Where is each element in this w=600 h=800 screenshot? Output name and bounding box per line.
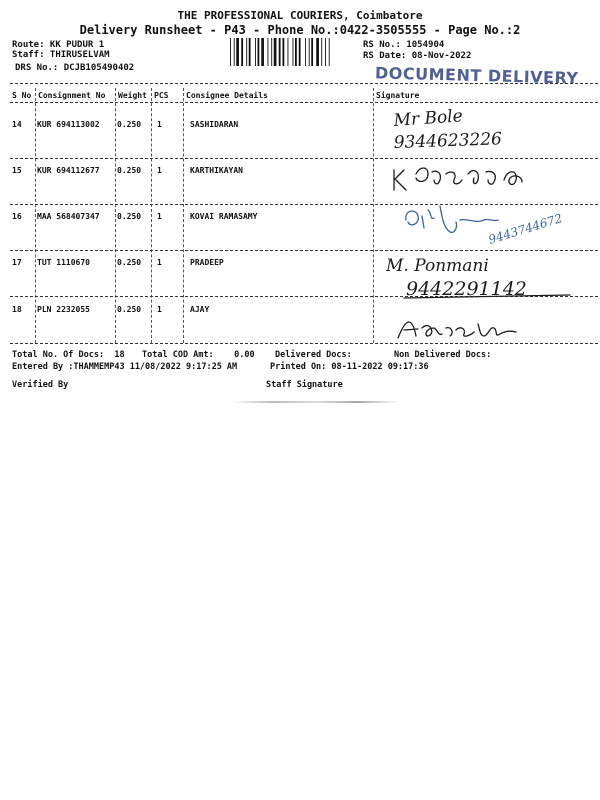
document-delivery-stamp: DOCUMENT DELIVERY: [374, 63, 579, 88]
row-pcs: 1: [157, 305, 162, 314]
divider: [10, 158, 598, 159]
row-pcs: 1: [157, 120, 162, 129]
col-header-consignment: Consignment No: [38, 91, 106, 100]
route-label: Route: KK PUDUR 1: [12, 40, 105, 50]
col-header-consignee: Consignee Details: [186, 91, 268, 100]
printed-on: Printed On: 08-11-2022 09:17:36: [270, 362, 429, 372]
divider: [10, 102, 598, 103]
row-consignment: KUR 694112677: [37, 166, 100, 175]
row-consignee: AJAY: [190, 305, 210, 314]
row-consignee: KOVAI RAMASAMY: [190, 212, 258, 221]
runsheet-title: Delivery Runsheet - P43 - Phone No.:0422-3505555 - Page No.:2: [79, 23, 521, 37]
signature-phone-14: 9344623226: [393, 129, 503, 153]
row-weight: 0.250: [117, 166, 142, 175]
entered-by: Entered By :THAMMEMP43 11/08/2022 9:17:25 AM: [12, 362, 238, 372]
col-header-signature: Signature: [376, 91, 420, 100]
non-delivered-docs: Non Delivered Docs:: [394, 350, 492, 360]
verified-by: Verified By: [12, 380, 69, 390]
column-separator: [183, 88, 184, 343]
drs-number: DRS No.: DCJB105490402: [15, 63, 135, 73]
rs-number: RS No.: 1054904: [363, 40, 445, 50]
row-weight: 0.250: [117, 120, 142, 129]
signature-name-14: Mr Bole: [392, 106, 464, 131]
barcode-image: [230, 38, 355, 66]
row-consignment: PLN 2232055: [37, 305, 90, 314]
row-consignment: KUR 694113002: [37, 120, 100, 129]
total-cod: Total COD Amt: 0.00: [142, 350, 255, 360]
row-weight: 0.250: [117, 305, 142, 314]
scan-smudge: [230, 401, 400, 403]
column-separator: [115, 88, 116, 343]
col-header-sno: S No: [12, 91, 32, 100]
row-pcs: 1: [157, 212, 162, 221]
signature-row-15: [388, 160, 548, 196]
staff-signature: Staff Signature: [266, 380, 343, 390]
signature-phone-17: 9442291142: [406, 278, 527, 300]
staff-label: Staff: THIRUSELVAM: [12, 50, 110, 60]
row-consignee: SASHIDARAN: [190, 120, 239, 129]
signature-phone-16: 9443744672: [486, 211, 564, 247]
row-pcs: 1: [157, 258, 162, 267]
row-pcs: 1: [157, 166, 162, 175]
row-sno: 15: [12, 166, 22, 175]
row-sno: 14: [12, 120, 22, 129]
divider: [10, 83, 598, 84]
col-header-pcs: PCS: [154, 91, 169, 100]
column-separator: [151, 88, 152, 343]
signature-row-16: [398, 198, 598, 252]
signature-row-14: [378, 104, 598, 156]
row-sno: 18: [12, 305, 22, 314]
row-consignment: MAA 568407347: [37, 212, 100, 221]
row-consignment: TUT 1110670: [37, 258, 90, 267]
row-consignee: KARTHIKAYAN: [190, 166, 243, 175]
column-separator: [35, 88, 36, 343]
rs-date: RS Date: 08-Nov-2022: [363, 51, 472, 61]
company-title: THE PROFESSIONAL COURIERS, Coimbatore: [177, 9, 423, 22]
row-sno: 16: [12, 212, 22, 221]
col-header-weight: Weight: [118, 91, 147, 100]
signature-row-17: [380, 252, 590, 300]
row-weight: 0.250: [117, 258, 142, 267]
column-separator: [373, 88, 374, 343]
row-consignee: PRADEEP: [190, 258, 224, 267]
signature-name-17: M. Ponmani: [386, 256, 489, 276]
signature-row-18: [394, 312, 534, 346]
delivered-docs: Delivered Docs:: [275, 350, 352, 360]
row-sno: 17: [12, 258, 22, 267]
total-docs: Total No. Of Docs: 18: [12, 350, 125, 360]
row-weight: 0.250: [117, 212, 142, 221]
